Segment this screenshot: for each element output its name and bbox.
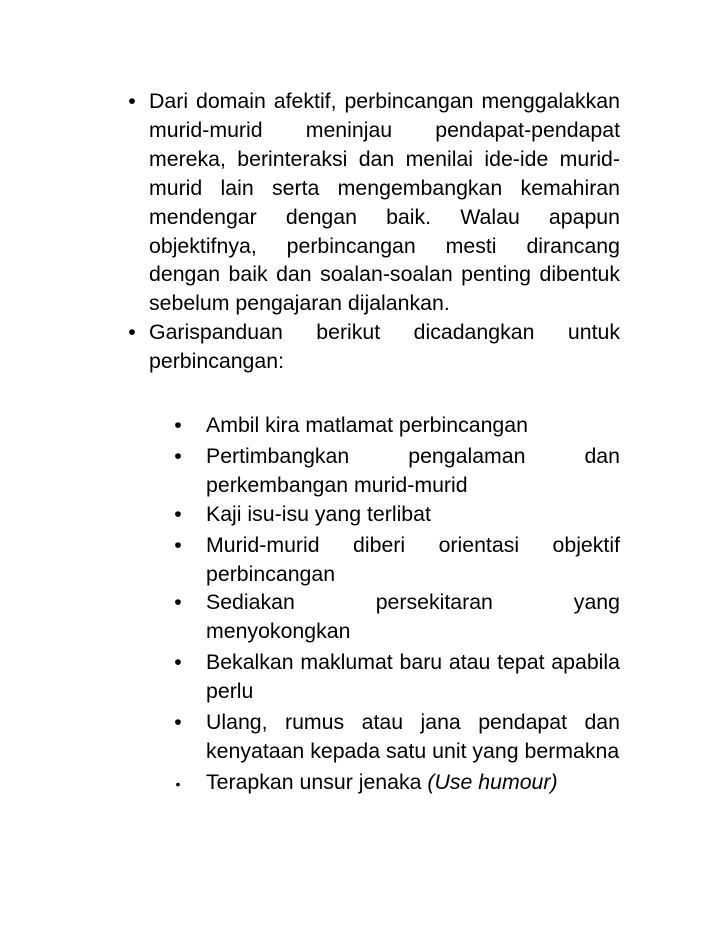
main-list-item-text: Garispanduan berikut dicadangkan untuk perbincangan: [149,320,620,374]
guideline-item [174,442,620,500]
bullet-icon: • [174,532,182,557]
guideline-bullet-list [174,411,620,797]
guideline-item [174,531,620,589]
guideline-item [174,708,620,766]
bullet-icon: • [174,443,182,468]
guideline-item-text: Murid-murid diberi orientasi objektif perbincangan [206,532,620,586]
guideline-item-text: Bekalkan maklumat baru atau tepat apabila perlu [206,650,620,704]
guideline-item-text: Ulang, rumus atau jana pendapat dan kenyataan kepada satu unit yang bermakna [206,710,620,763]
bullet-icon: • [174,710,182,735]
guideline-item-text: Terapkan unsur jenaka [206,769,422,794]
guideline-item-text: Sediakan persekitaran yang menyokongkan [206,590,620,644]
guideline-item [174,588,620,646]
main-bullet-list [128,87,620,376]
guideline-item-text: Kaji isu-isu yang terlibat [206,501,431,526]
bullet-icon: • [174,650,182,675]
guideline-item-text: Pertimbangkan pengalaman dan perkembangan murid-murid [206,443,620,497]
guideline-item-italic-note: (Use humour) [427,769,558,794]
bullet-icon: • [128,320,136,345]
guideline-item-text: Ambil kira matlamat perbincangan [206,413,528,437]
guideline-item [175,768,620,797]
bullet-icon: • [174,590,182,615]
bullet-icon: • [174,413,182,437]
guideline-item [174,648,620,706]
bullet-icon: • [175,775,181,792]
main-list-item-text: Dari domain afektif, perbincangan menggalakkan murid-murid meninjau pendapat-pendapat mereka, berinteraksi dan menilai ide-ide murid-murid lain serta mengembangkan kemahiran mendengar dengan baik. Walau apapun objektifnya, perbincangan mesti dirancang dengan baik dan soalan-soalan penting dibentuk sebelum pengajaran dijalankan. [149,89,620,316]
bullet-icon: • [128,89,136,113]
bullet-icon: • [174,501,182,526]
main-list-item [128,318,620,376]
main-list-item [128,87,620,318]
guideline-item [174,411,620,440]
guideline-item [174,500,620,529]
